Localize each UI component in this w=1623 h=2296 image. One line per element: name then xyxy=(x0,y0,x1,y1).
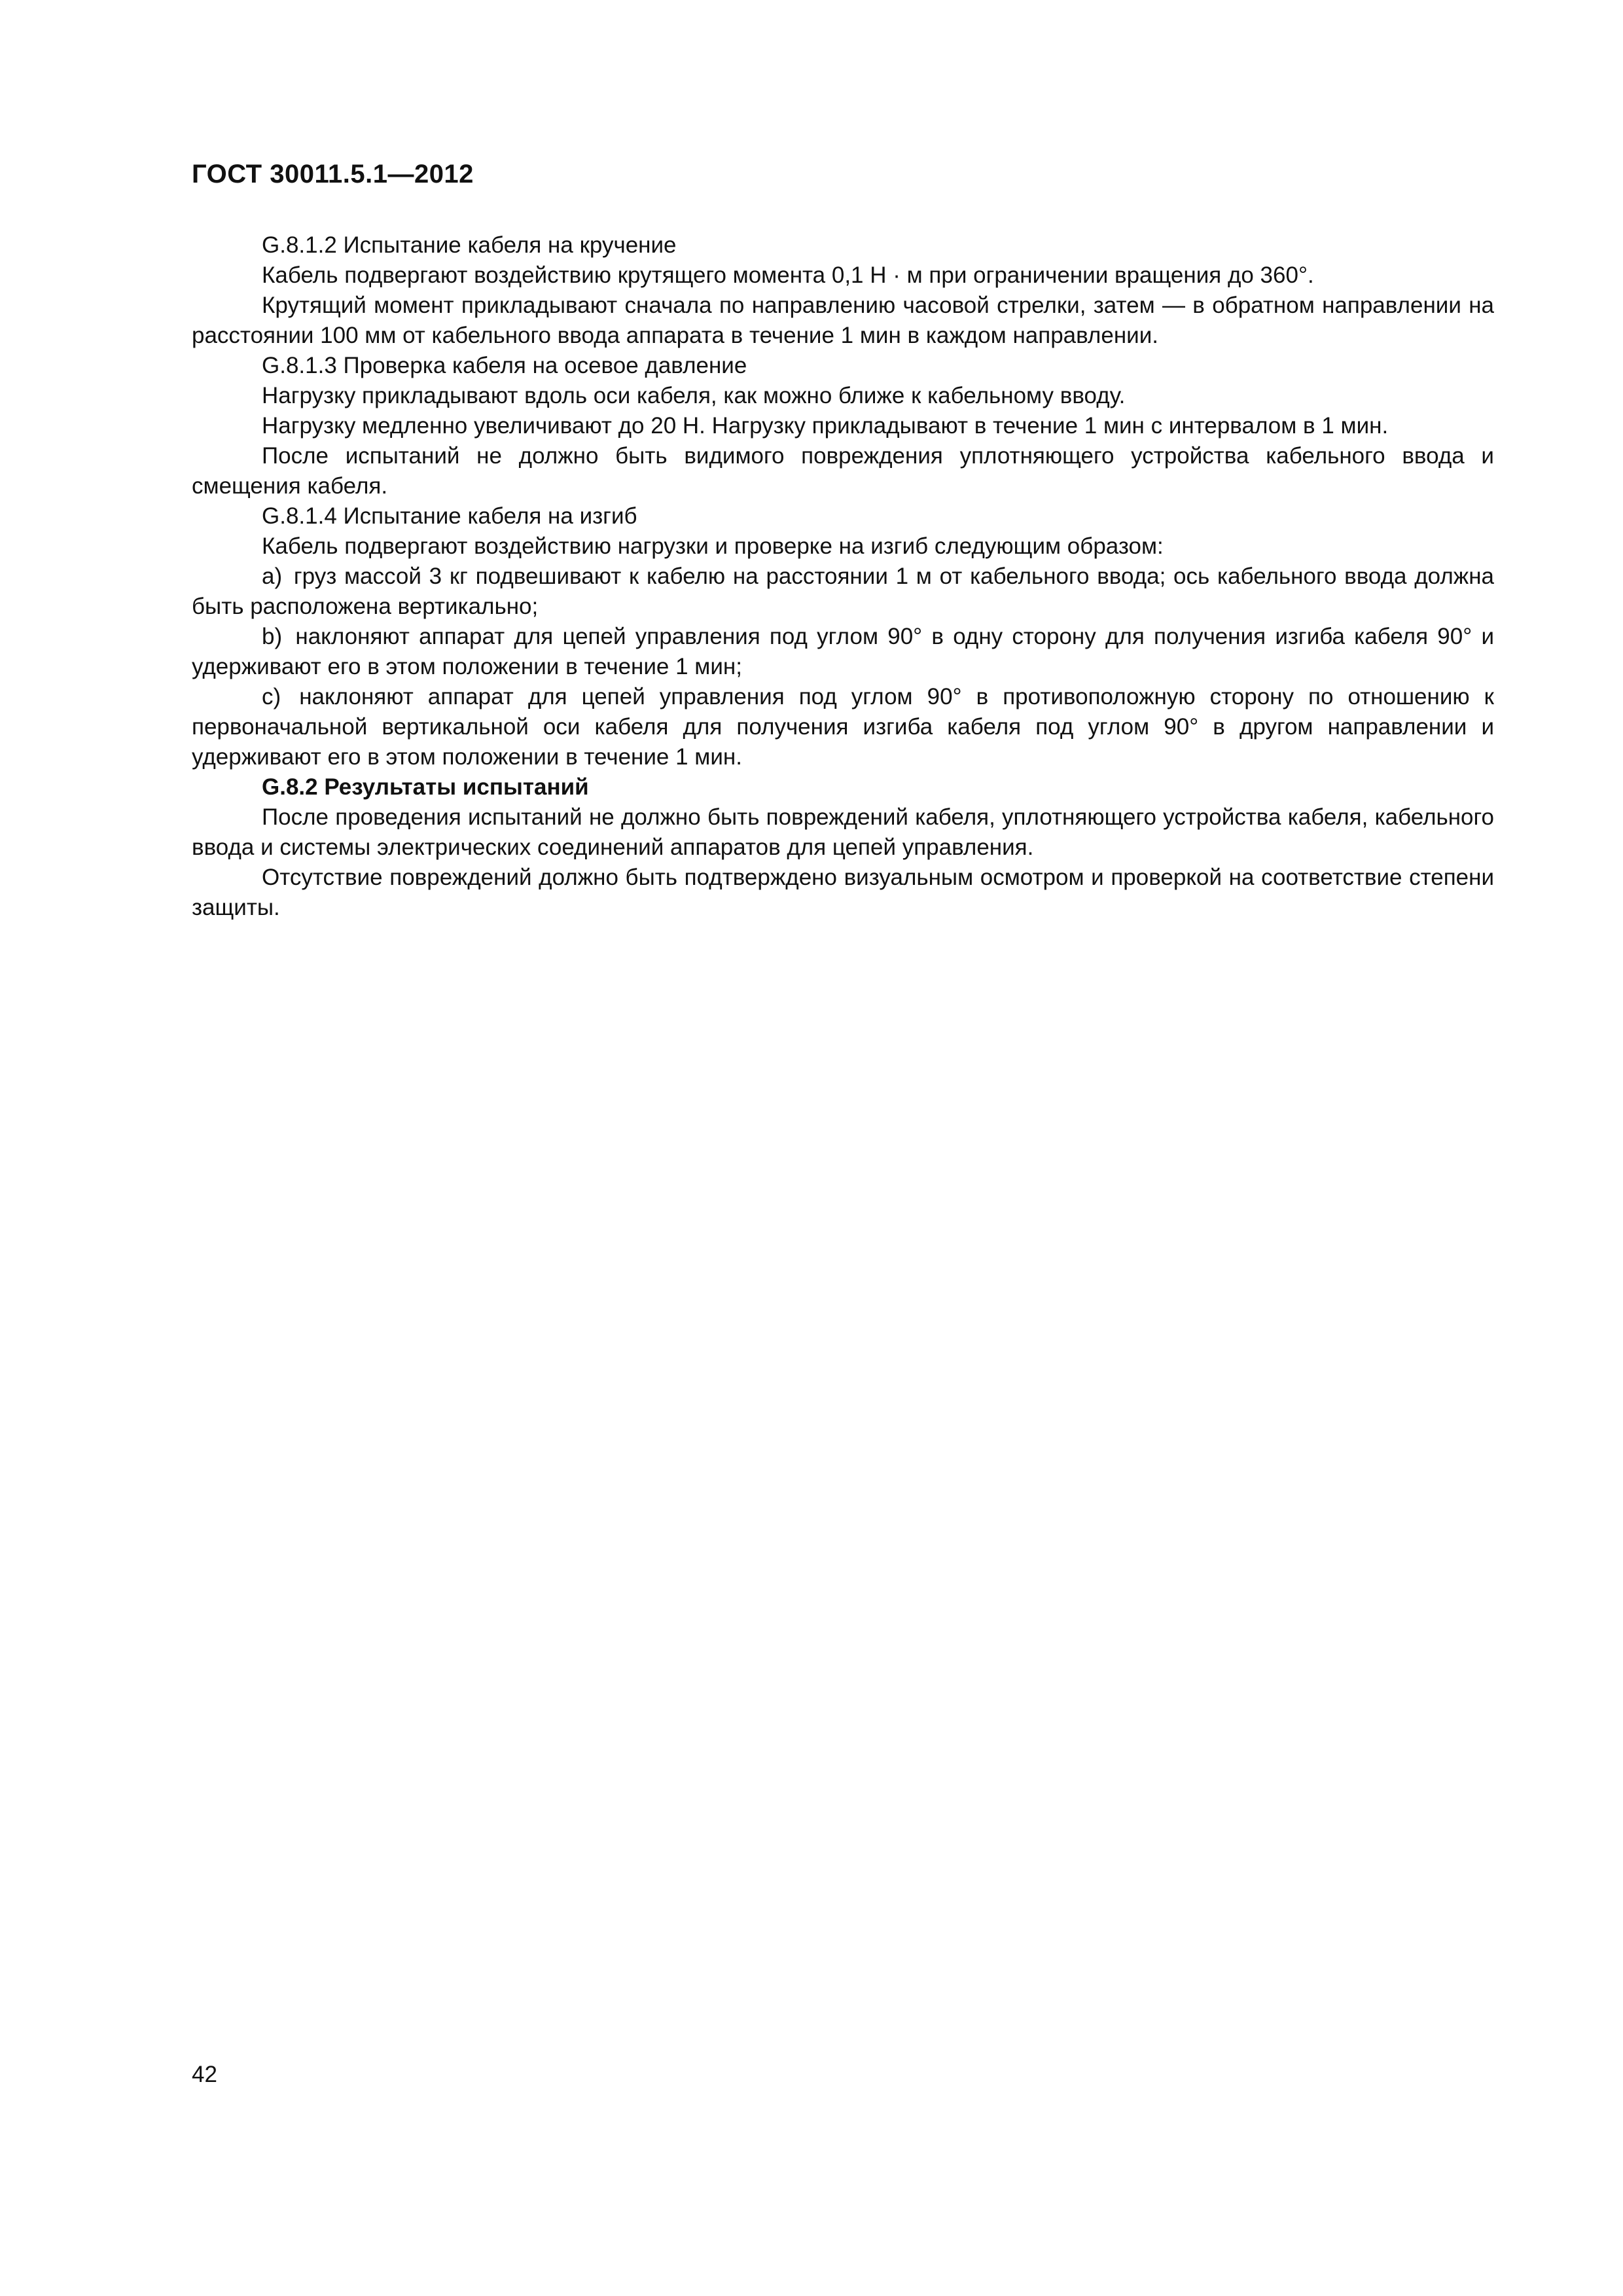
list-item-text: наклоняют аппарат для цепей управления под углом 90° в одну сторону для получения изгиба кабеля 90° и удерживают его в этом положении в течение 1 мин; xyxy=(192,624,1494,679)
list-marker: b) xyxy=(262,624,283,649)
paragraph: Нагрузку прикладывают вдоль оси кабеля, как можно ближе к кабельному вводу. xyxy=(262,383,1126,408)
section-heading-g82: G.8.2 Результаты испытаний xyxy=(262,774,589,800)
paragraph: После испытаний не должно быть видимого повреждения уплотняющего устройства кабельного ввода и смещения кабеля. xyxy=(192,443,1494,499)
section-heading-g812: G.8.1.2 Испытание кабеля на кручение xyxy=(262,232,677,258)
section-heading-g814: G.8.1.4 Испытание кабеля на изгиб xyxy=(262,503,637,529)
paragraph: Кабель подвергают воздействию нагрузки и проверке на изгиб следующим образом: xyxy=(262,533,1164,559)
paragraph: Крутящий момент прикладывают сначала по направлению часовой стрелки, затем — в обратном направлении на расстоянии 100 мм от кабельного ввода аппарата в течение 1 мин в каждом направлении. xyxy=(192,293,1494,348)
list-marker: a) xyxy=(262,564,283,589)
page-number: 42 xyxy=(192,2062,217,2087)
document-body xyxy=(192,230,1494,923)
section-heading-g813: G.8.1.3 Проверка кабеля на осевое давление xyxy=(262,353,747,378)
document-header: ГОСТ 30011.5.1—2012 xyxy=(192,160,474,188)
list-item-b xyxy=(192,622,1494,682)
paragraph: Отсутствие повреждений должно быть подтверждено визуальным осмотром и проверкой на соответствие степени защиты. xyxy=(192,865,1494,920)
list-item-text: груз массой 3 кг подвешивают к кабелю на расстоянии 1 м от кабельного ввода; ось кабельного ввода должна быть расположена вертикально; xyxy=(192,564,1495,619)
list-marker: c) xyxy=(262,684,281,709)
paragraph: Нагрузку медленно увеличивают до 20 Н. Нагрузку прикладывают в течение 1 мин с интервалом в 1 мин. xyxy=(262,413,1389,439)
paragraph: Кабель подвергают воздействию крутящего момента 0,1 Н · м при ограничении вращения до 360°. xyxy=(262,262,1314,288)
list-item-c xyxy=(192,682,1494,772)
paragraph: После проведения испытаний не должно быть повреждений кабеля, уплотняющего устройства кабеля, кабельного ввода и системы электрических соединений аппаратов для цепей управления. xyxy=(192,804,1494,860)
list-item-text: наклоняют аппарат для цепей управления под углом 90° в противоположную сторону по отношению к первоначальной вертикальной оси кабеля для получения изгиба кабеля под углом 90° в другом направлении и удерживают его в этом положении в течение 1 мин. xyxy=(192,684,1494,770)
list-item-a xyxy=(192,562,1494,622)
